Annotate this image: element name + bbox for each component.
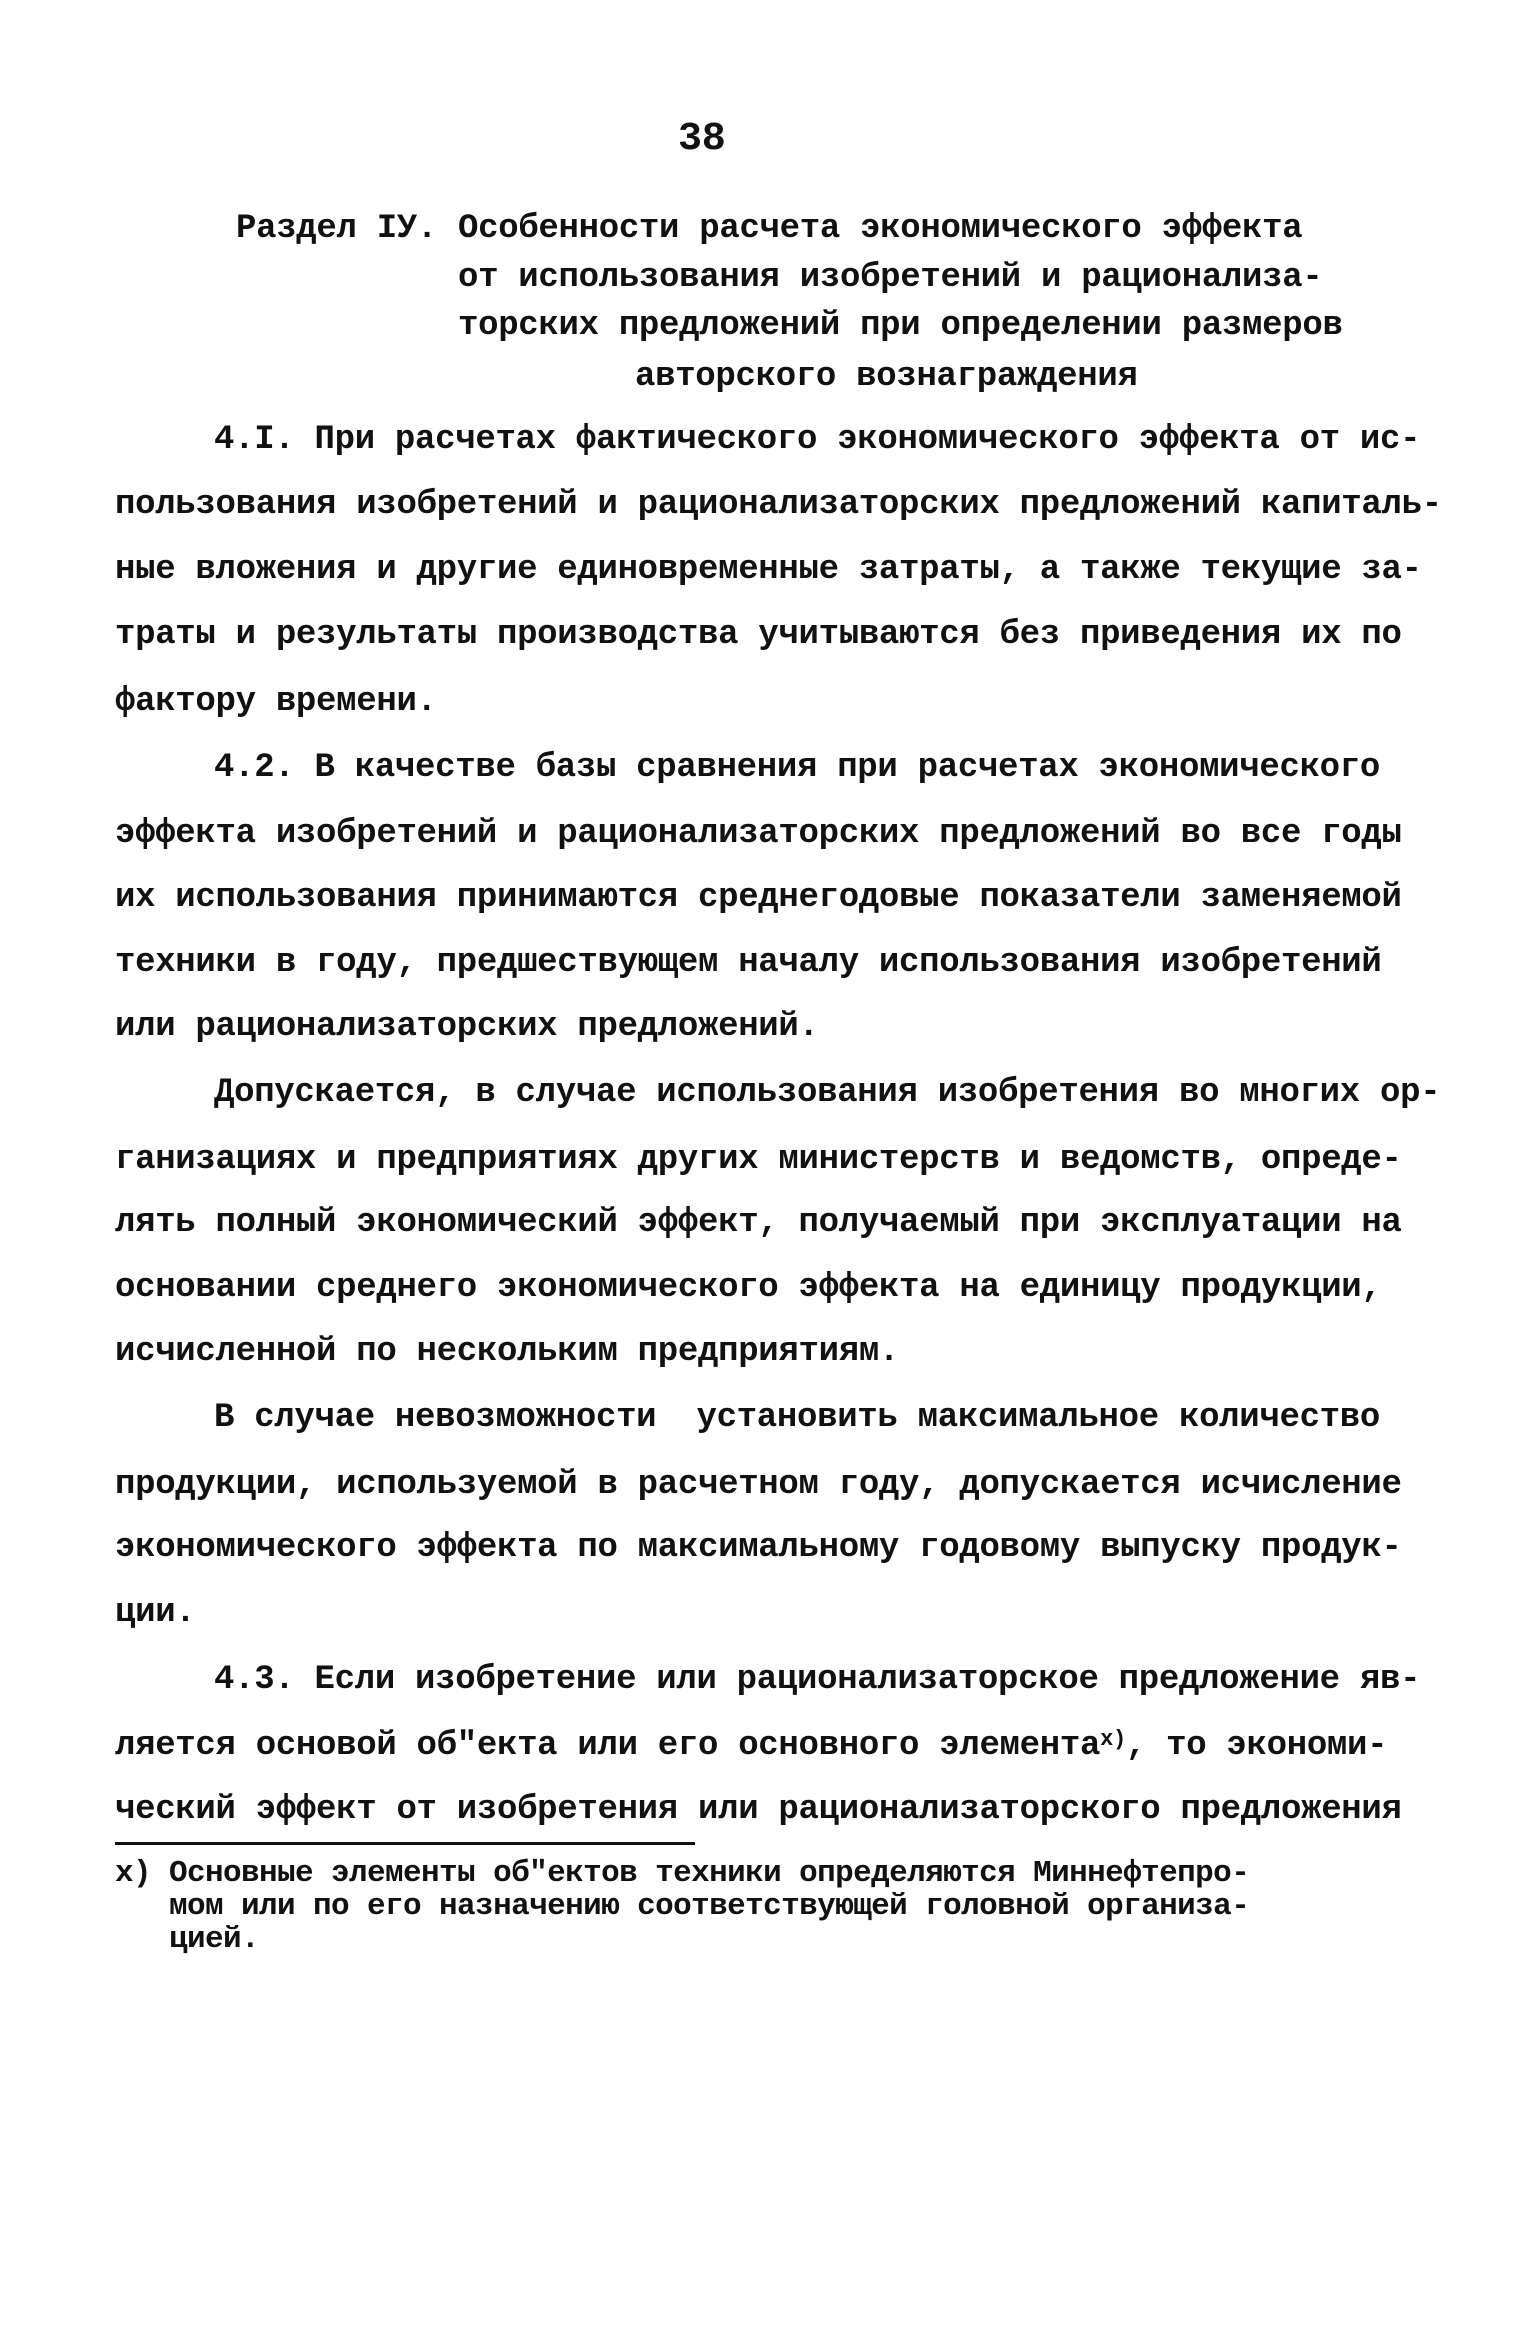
footnote-marker: x)	[1100, 1727, 1126, 1752]
heading-line: Особенности расчета экономического эффекта	[458, 210, 1303, 248]
paragraph-line: их использования принимаются среднегодовые показатели заменяемой	[115, 879, 1402, 917]
heading-line: авторского вознаграждения	[635, 358, 1138, 396]
paragraph-line: экономического эффекта по максимальному годовому выпуску продук-	[115, 1529, 1402, 1567]
paragraph-line: исчисленной по нескольким предприятиям.	[115, 1333, 900, 1371]
paragraph-line: фактору времени.	[115, 683, 437, 721]
paragraph-line: или рационализаторских предложений.	[115, 1008, 819, 1046]
paragraph-line: Допускается, в случае использования изобретения во многих ор-	[214, 1074, 1441, 1112]
paragraph-line: пользования изобретений и рационализаторских предложений капиталь-	[115, 486, 1442, 524]
paragraph-line: продукции, используемой в расчетном году, допускается исчисление	[115, 1466, 1402, 1504]
paragraph-line: ческий эффект от изобретения или рационализаторского предложения	[115, 1791, 1402, 1829]
footnote-line: цией.	[115, 1922, 260, 1957]
paragraph-line: 4.2. В качестве базы сравнения при расчетах экономического	[214, 749, 1380, 787]
paragraph-line: техники в году, предшествующем началу использования изобретений	[115, 944, 1382, 982]
paragraph-line: основании среднего экономического эффекта на единицу продукции,	[115, 1269, 1382, 1307]
paragraph-line: эффекта изобретений и рационализаторских предложений во все годы	[115, 815, 1402, 853]
heading-line: от использования изобретений и рационализа-	[458, 259, 1323, 297]
paragraph-line: В случае невозможности установить максимальное количество	[214, 1399, 1380, 1437]
footnote-divider	[115, 1842, 695, 1845]
line-text: ляется основой об"екта или его основного элемента	[115, 1727, 1101, 1765]
paragraph-line: ции.	[115, 1594, 196, 1632]
paragraph-line	[115, 1726, 1387, 1766]
line-text: , то экономи-	[1125, 1727, 1388, 1765]
paragraph-line: лять полный экономический эффект, получаемый при эксплуатации на	[115, 1204, 1402, 1242]
section-label: Раздел IУ.	[236, 210, 438, 248]
paragraph-line: 4.I. При расчетах фактического экономического эффекта от ис-	[214, 421, 1421, 459]
paragraph-line: ные вложения и другие единовременные затраты, а также текущие за-	[115, 551, 1422, 589]
heading-line: торских предложений при определении размеров	[458, 307, 1343, 345]
footnote-line: мом или по его назначению соответствующей головной организа-	[115, 1889, 1250, 1924]
paragraph-line: 4.3. Если изобретение или рационализаторское предложение яв-	[214, 1661, 1421, 1699]
footnote-line: x) Основные элементы об"ектов техники определяются Миннефтепро-	[115, 1856, 1250, 1891]
paragraph-line: ганизациях и предприятиях других министерств и ведомств, опреде-	[115, 1141, 1402, 1179]
paragraph-line: траты и результаты производства учитываются без приведения их по	[115, 616, 1402, 654]
page-number: 38	[678, 117, 726, 162]
